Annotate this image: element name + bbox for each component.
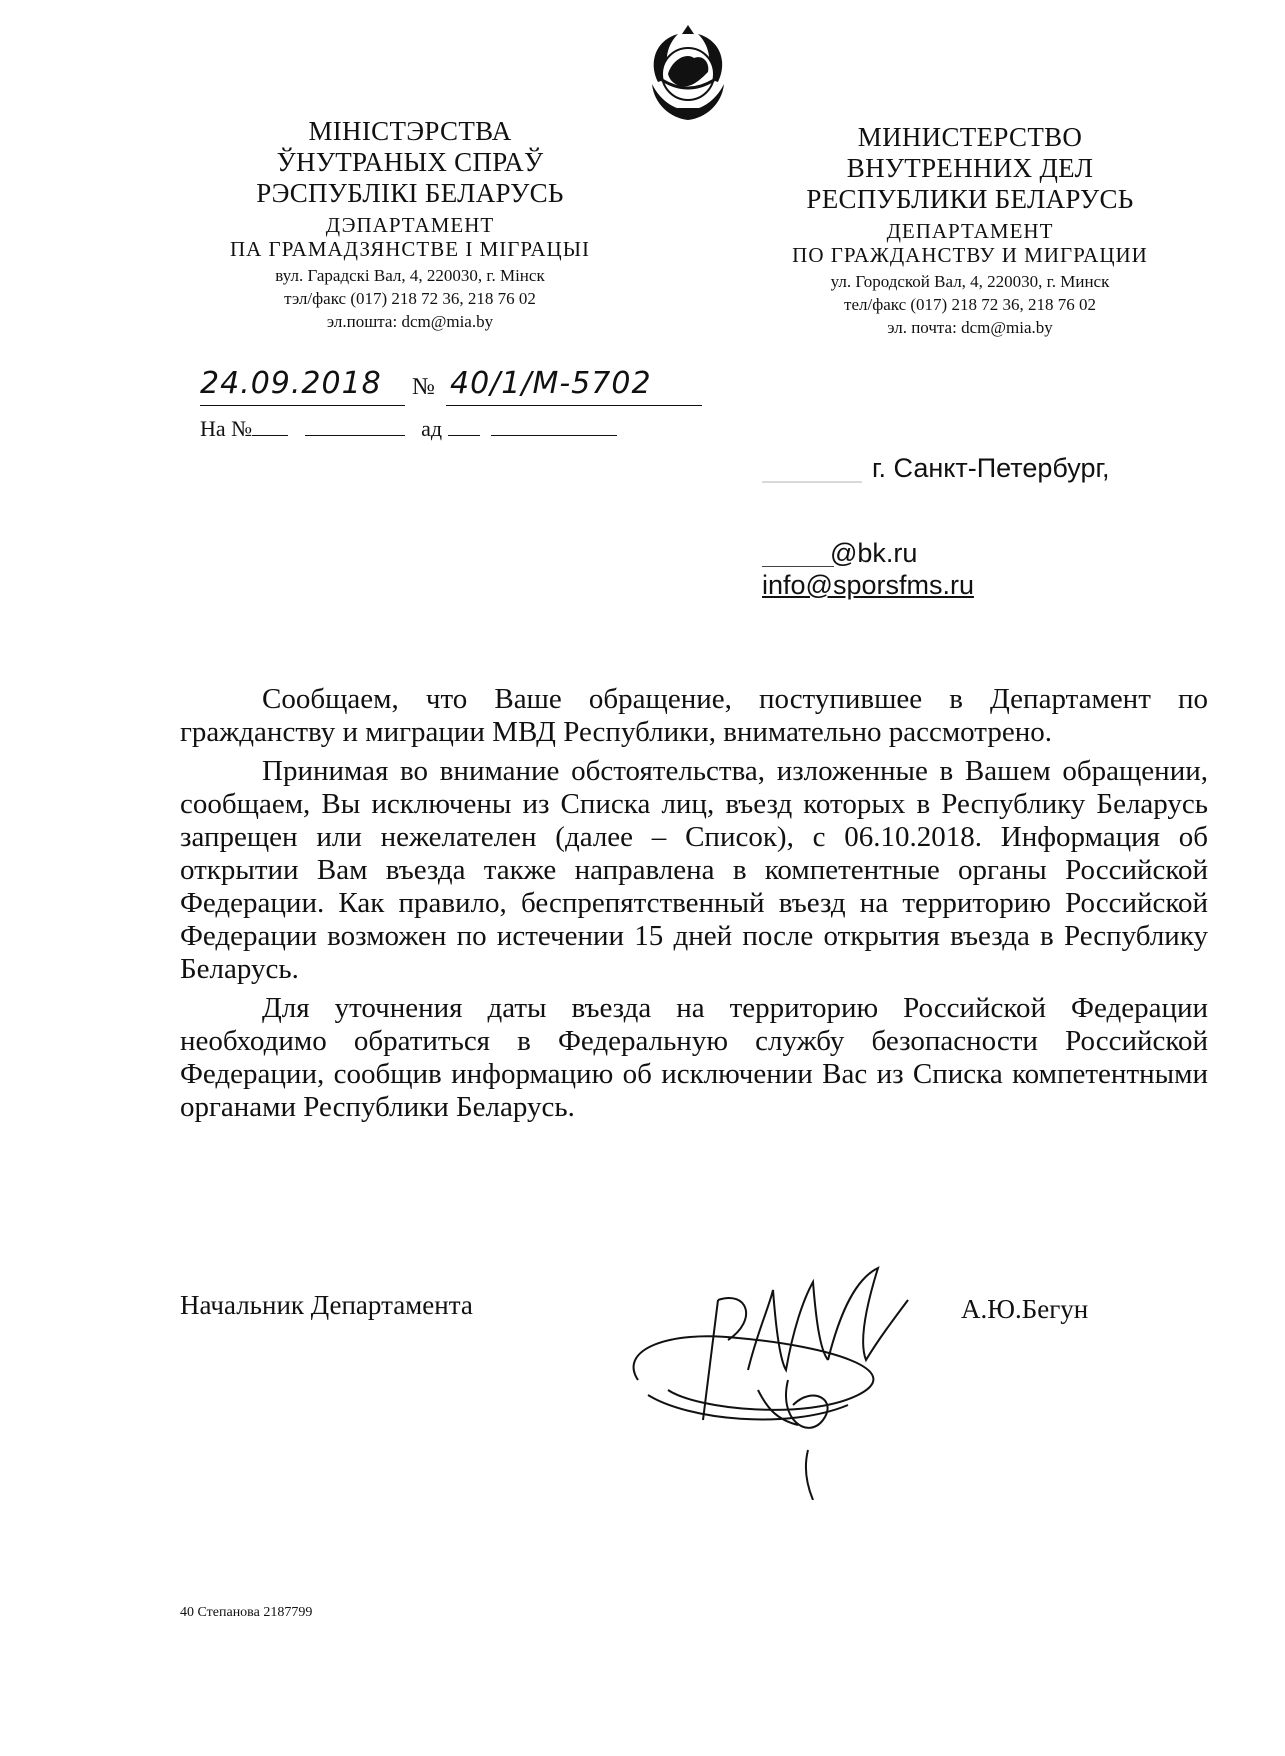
ministry-name-ru-line2: ВНУТРЕННИХ ДЕЛ [846,153,1094,184]
recipient-email-2: info@sporsfms.ru [762,570,974,600]
email-ru: эл. почта: dcm@mia.by [887,318,1053,338]
header-belarusian [200,116,620,334]
registration-number: 40/1/М-5702 [450,366,652,401]
ministry-name-be-line3: РЭСПУБЛІКІ БЕЛАРУСЬ [256,178,564,209]
number-underline [446,405,702,406]
ministry-name-ru-line1: МИНИСТЕРСТВО [857,122,1083,152]
department-be-line1: ДЭПАРТАМЕНТ [325,213,495,238]
email-be: эл.пошта: dcm@mia.by [326,312,494,332]
body-paragraph-3: Для уточнения даты въезда на территорию Российской Федерации необходимо обратиться в Федеральную службу безопасности Российской Федерации, сообщив информацию об исключении Вас из Списка компетентными органами Республики Беларусь. [180,992,1208,1123]
body-paragraph-1: Сообщаем, что Ваше обращение, поступившее в Департамент по гражданству и миграции МВД Республики, внимательно рассмотрено. [180,683,1208,748]
date-underline [200,405,405,406]
reference-number-label: На № [200,416,253,441]
phone-ru: тел/факс (017) 218 72 36, 218 76 02 [844,295,1096,315]
letter-body [180,683,1208,1130]
state-emblem-icon [638,22,738,126]
address-be: вул. Гарадскі Вал, 4, 220030, г. Мінск [275,266,545,286]
department-ru-line1: ДЕПАРТАМЕНТ [886,219,1054,244]
reference-line [200,416,617,442]
recipient-email-1: @bk.ru [830,538,918,568]
registration-line [200,366,720,410]
ministry-name-be-line1: МІНІСТЭРСТВА [308,116,512,146]
department-be-line2: ПА ГРАМАДЗЯНСТВЕ І МІГРАЦЫІ [229,237,591,262]
header-russian [760,122,1180,340]
recipient-city: г. Санкт-Петербург, [872,453,1110,483]
redacted-email-user [762,566,834,567]
reference-date-label: ад [421,416,443,441]
address-ru: ул. Городской Вал, 4, 220030, г. Минск [830,272,1110,292]
registration-date: 24.09.2018 [200,366,382,401]
department-ru-line2: ПО ГРАЖДАНСТВУ И МИГРАЦИИ [792,243,1148,268]
body-paragraph-2: Принимая во внимание обстоятельства, изложенные в Вашем обращении, сообщаем, Вы исключены из Списка лиц, въезд которых в Республику Беларусь запрещен или нежелателен (далее – Список), с 06.10.2018. Информация об открытии Вам въезда также направлена в компетентные органы Российской Федерации. Как правило, беспрепятственный въезд на территорию Российской Федерации возможен по истечении 15 дней после открытия въезда в Республику Беларусь. [180,755,1208,985]
signatory-name: А.Ю.Бегун [961,1294,1089,1324]
executor-note: 40 Степанова 2187799 [180,1605,313,1620]
ministry-name-be-line2: ЎНУТРАНЫХ СПРАЎ [276,147,544,178]
number-sign: № [412,374,435,400]
handwritten-signature [608,1220,938,1500]
redacted-name [762,481,862,483]
phone-be: тэл/факс (017) 218 72 36, 218 76 02 [284,289,536,309]
signatory-title: Начальник Департамента [180,1290,473,1320]
ministry-name-ru-line3: РЕСПУБЛИКИ БЕЛАРУСЬ [806,184,1134,215]
